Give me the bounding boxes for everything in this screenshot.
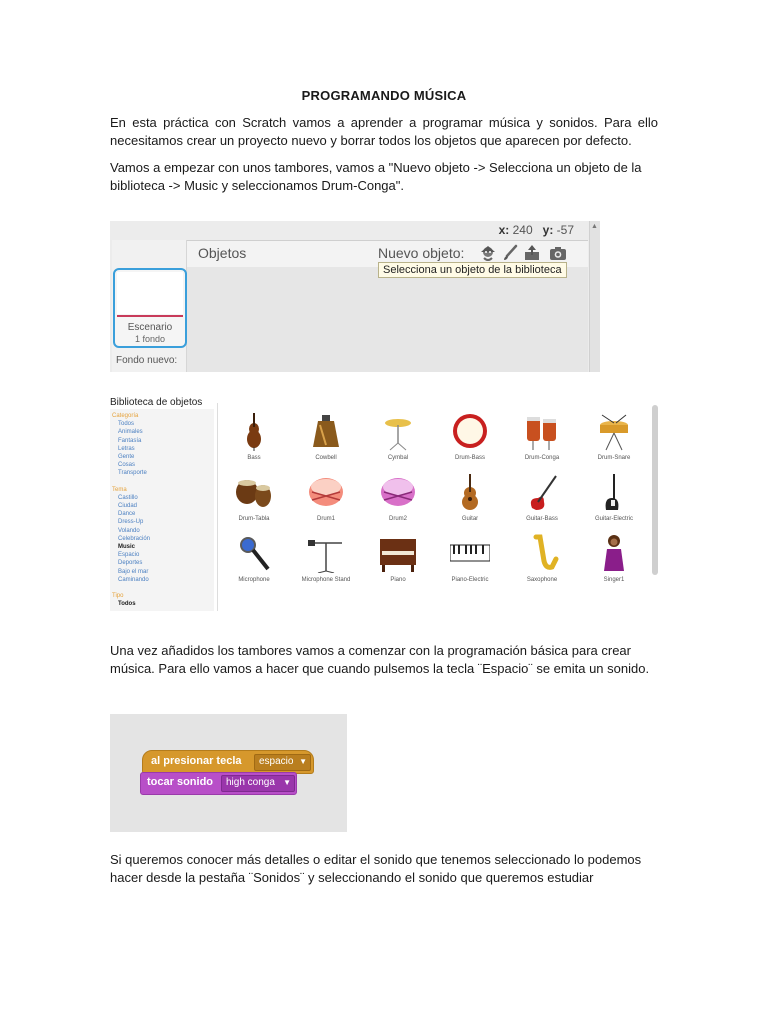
sidebar-item[interactable]: Todos — [118, 601, 136, 608]
play-sound-block[interactable] — [140, 772, 297, 795]
library-item[interactable] — [506, 468, 578, 532]
sidebar-item[interactable]: Volando — [118, 527, 140, 534]
library-title: Biblioteca de objetos — [110, 397, 203, 408]
hat-block-label: al presionar tecla — [151, 755, 242, 767]
microphone-stand-icon — [306, 533, 346, 573]
library-item[interactable] — [434, 529, 506, 593]
y-value: -57 — [556, 223, 574, 237]
library-item[interactable] — [434, 468, 506, 532]
library-item-label: Singer1 — [603, 577, 625, 583]
key-dropdown-value: espacio — [259, 756, 294, 767]
intro-paragraph: En esta práctica con Scratch vamos a aprender a programar música y sonidos. Para ello necesitamos crear un proyecto nuevo y borrar todos los objetos que aparecen por defecto. — [110, 115, 658, 148]
sidebar-item[interactable]: Music — [118, 544, 136, 550]
library-item-label: Guitar-Bass — [526, 516, 558, 522]
sound-block-label: tocar sonido — [147, 776, 214, 788]
y-label: y: — [542, 223, 554, 237]
library-item-label: Bass — [247, 455, 261, 461]
sidebar-section-header: Categoría — [112, 413, 139, 419]
blocks-screenshot — [110, 714, 347, 832]
piano-electric-icon — [450, 533, 490, 573]
sprite-library-screenshot — [110, 393, 658, 611]
library-item[interactable] — [434, 407, 506, 471]
library-item[interactable] — [506, 407, 578, 471]
singer-icon — [594, 533, 634, 573]
library-item-label: Drum-Conga — [524, 455, 560, 461]
drum-snare-icon — [594, 411, 634, 451]
guitar-electric-icon — [594, 472, 634, 512]
library-item-label: Drum-Snare — [597, 455, 631, 461]
sidebar-item[interactable]: Transporte — [118, 470, 147, 477]
character-icon[interactable] — [479, 244, 497, 262]
library-item[interactable] — [290, 529, 362, 593]
library-grid — [217, 403, 652, 611]
x-value: 240 — [512, 223, 533, 237]
library-item[interactable] — [218, 529, 290, 593]
scroll-up-icon[interactable]: ▲ — [591, 223, 598, 230]
library-item[interactable] — [578, 407, 650, 471]
library-item[interactable] — [578, 468, 650, 532]
chevron-down-icon: ▼ — [299, 757, 307, 766]
library-item[interactable] — [290, 407, 362, 471]
library-item-label: Guitar-Electric — [594, 516, 633, 522]
when-key-pressed-block[interactable] — [142, 750, 314, 774]
sidebar-item[interactable]: Gente — [118, 454, 135, 460]
sidebar-item[interactable]: Todos — [118, 421, 135, 428]
library-item[interactable] — [362, 468, 434, 532]
library-item[interactable] — [578, 529, 650, 593]
piano-icon — [378, 533, 418, 573]
sidebar-item[interactable]: Fantasía — [118, 437, 142, 444]
library-item-label: Microphone Stand — [301, 577, 351, 583]
mouse-coordinates — [499, 223, 574, 237]
sidebar-item[interactable]: Deportes — [118, 560, 143, 567]
library-scrollbar[interactable] — [652, 405, 658, 575]
guitar-icon — [450, 472, 490, 512]
sprite-pane-screenshot — [110, 221, 600, 372]
sound-dropdown[interactable] — [221, 775, 295, 792]
new-object-label: Nuevo objeto: — [378, 245, 465, 261]
library-item-label: Microphone — [238, 577, 270, 583]
sidebar-section-header: Tema — [112, 486, 127, 493]
library-tooltip: Selecciona un objeto de la biblioteca — [378, 262, 567, 278]
sidebar-item[interactable]: Dress-Up — [118, 519, 144, 526]
page-title: PROGRAMANDO MÚSICA — [301, 88, 467, 103]
bass-icon — [234, 411, 274, 451]
sidebar-item[interactable]: Celebración — [118, 535, 151, 542]
key-dropdown[interactable] — [254, 754, 311, 771]
sidebar-item[interactable]: Ciudad — [118, 503, 138, 509]
guitar-bass-icon — [522, 472, 562, 512]
sprite-list-area[interactable] — [187, 267, 588, 372]
stage-backdrop-count: 1 fondo — [134, 334, 166, 344]
sidebar-item[interactable]: Dance — [118, 511, 136, 518]
stage-thumbnail[interactable] — [113, 268, 187, 348]
sidebar-item[interactable]: Espacio — [118, 552, 140, 559]
sidebar-item[interactable]: Castillo — [118, 494, 138, 501]
camera-icon[interactable] — [549, 244, 567, 262]
programming-paragraph: Una vez añadidos los tambores vamos a comenzar con la programación básica para crear música. Para ello vamos a hacer que cuando pulsemos la tecla ¨Espacio¨ se emita un sonido. — [110, 643, 650, 676]
sounds-tab-paragraph: Si queremos conocer más detalles o editar el sonido que tenemos seleccionado lo podemos hacer desde la pestaña ¨Sonidos¨ y seleccionando el sonido que queremos estudiar — [110, 852, 642, 885]
library-sidebar — [110, 409, 214, 611]
chevron-down-icon: ▼ — [283, 778, 291, 787]
library-item[interactable] — [362, 529, 434, 593]
saxophone-icon — [522, 533, 562, 573]
stage-label: Escenario — [127, 322, 173, 333]
x-label: x: — [498, 223, 510, 237]
drum-bass-icon — [450, 411, 490, 451]
sidebar-item[interactable]: Letras — [118, 445, 135, 452]
cymbal-icon — [378, 411, 418, 451]
library-item-label: Guitar — [461, 516, 479, 522]
library-item[interactable] — [290, 468, 362, 532]
paintbrush-icon[interactable] — [501, 244, 519, 262]
cowbell-icon — [306, 411, 346, 451]
library-item-label: Piano — [390, 577, 406, 583]
upload-icon[interactable] — [523, 244, 541, 262]
instructions-paragraph: Vamos a empezar con unos tambores, vamos a "Nuevo objeto -> Selecciona un objeto de la biblioteca -> Music y seleccionamos Drum-Conga". — [110, 160, 642, 193]
sidebar-item[interactable]: Caminando — [118, 576, 149, 583]
stage-preview — [117, 272, 183, 314]
library-item-label: Drum-Tabla — [238, 516, 270, 522]
stage-preview-border — [117, 315, 183, 317]
library-item-label: Drum-Bass — [454, 455, 485, 461]
library-item[interactable] — [218, 468, 290, 532]
sidebar-item[interactable]: Bajo el mar — [118, 568, 149, 575]
vertical-scrollbar[interactable] — [589, 221, 600, 372]
new-backdrop-label: Fondo nuevo: — [116, 355, 178, 366]
sidebar-section-header: Tipo — [112, 593, 124, 599]
drum-conga-icon — [522, 411, 562, 451]
library-item-label: Saxophone — [526, 577, 558, 583]
library-item[interactable] — [218, 407, 290, 471]
microphone-icon — [234, 533, 274, 573]
objects-label: Objetos — [198, 245, 247, 261]
library-item[interactable] — [362, 407, 434, 471]
library-item-label: Piano-Electric — [451, 577, 489, 583]
library-item-label: Cymbal — [387, 455, 409, 461]
drum1-icon — [306, 472, 346, 512]
drum2-icon — [378, 472, 418, 512]
sidebar-item[interactable]: Cosas — [118, 462, 136, 469]
sidebar-item[interactable]: Animales — [118, 429, 143, 436]
library-item-label: Cowbell — [315, 455, 337, 461]
library-item[interactable] — [506, 529, 578, 593]
library-item-label: Drum2 — [388, 516, 407, 522]
sound-dropdown-value: high conga — [226, 777, 275, 788]
drum-tabla-icon — [234, 472, 274, 512]
library-item-label: Drum1 — [316, 516, 335, 522]
